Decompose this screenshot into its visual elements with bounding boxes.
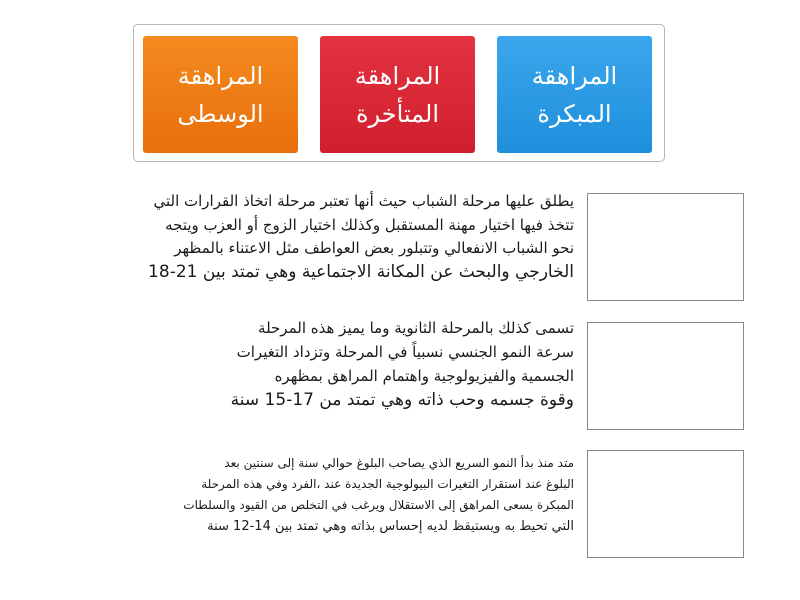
- drop-zone-1[interactable]: [587, 193, 744, 301]
- description-line: نحو الشباب الانفعالي وتتبلور بعض العواطف مثل الاعتناء بالمظهر: [174, 239, 574, 257]
- tile-label-line-1: المراهقة: [177, 61, 264, 90]
- description-line: المبكرة يسعى المراهق إلى الاستقلال ويرغب في التخلص من القيود والسلطات: [183, 498, 574, 512]
- drop-zone-3[interactable]: [587, 450, 744, 558]
- tile-middle-adolescence[interactable]: [143, 36, 298, 153]
- answer-tile-bank: [133, 24, 665, 162]
- description-2: [154, 316, 574, 412]
- description-line: الجسمية والفيزيولوجية واهتمام المراهق بمظهره: [274, 367, 574, 385]
- drop-zone-2[interactable]: [587, 322, 744, 430]
- description-3: [34, 453, 574, 537]
- description-line: تسمى كذلك بالمرحلة الثانوية وما يميز هذه المرحلة: [258, 319, 574, 337]
- description-line: الخارجي والبحث عن المكانة الاجتماعية وهي تمتد بين 21-18: [148, 261, 574, 282]
- description-line: البلوغ عند استقرار التغيرات البيولوجية الجديدة عند ،الفرد وفي هذه المرحلة: [201, 477, 574, 491]
- tile-label-line-2: الوسطى: [177, 99, 264, 128]
- tile-label-line-1: المراهقة: [354, 61, 441, 90]
- description-line: سرعة النمو الجنسي نسبياً في المرحلة وتزداد التغيرات: [236, 343, 574, 361]
- description-line: تتخذ فيها اختيار مهنة المستقبل وكذلك اختيار الزوج أو العزب ويتجه: [165, 215, 574, 234]
- tile-label-line-2: المتأخرة: [355, 99, 440, 128]
- description-line: متد منذ بدأ النمو السريع الذي يصاحب البلوغ حوالي سنة إلى سنتين بعد: [224, 456, 574, 470]
- description-line: يطلق عليها مرحلة الشباب حيث أنها تعتبر مرحلة اتخاذ القرارات التي: [153, 192, 574, 210]
- tile-late-adolescence[interactable]: [320, 36, 475, 153]
- tile-label-line-2: المبكرة: [537, 99, 612, 128]
- tile-label-line-1: المراهقة: [531, 61, 618, 90]
- description-line: التي تحيط به ويستيقظ لديه إحساس بذاته وهي تمتد بين 14-12 سنة: [207, 519, 574, 534]
- description-1: [34, 190, 574, 284]
- tile-early-adolescence[interactable]: [497, 36, 652, 153]
- description-line: وقوة جسمه وحب ذاته وهي تمتد من 17-15 سنة: [230, 390, 574, 410]
